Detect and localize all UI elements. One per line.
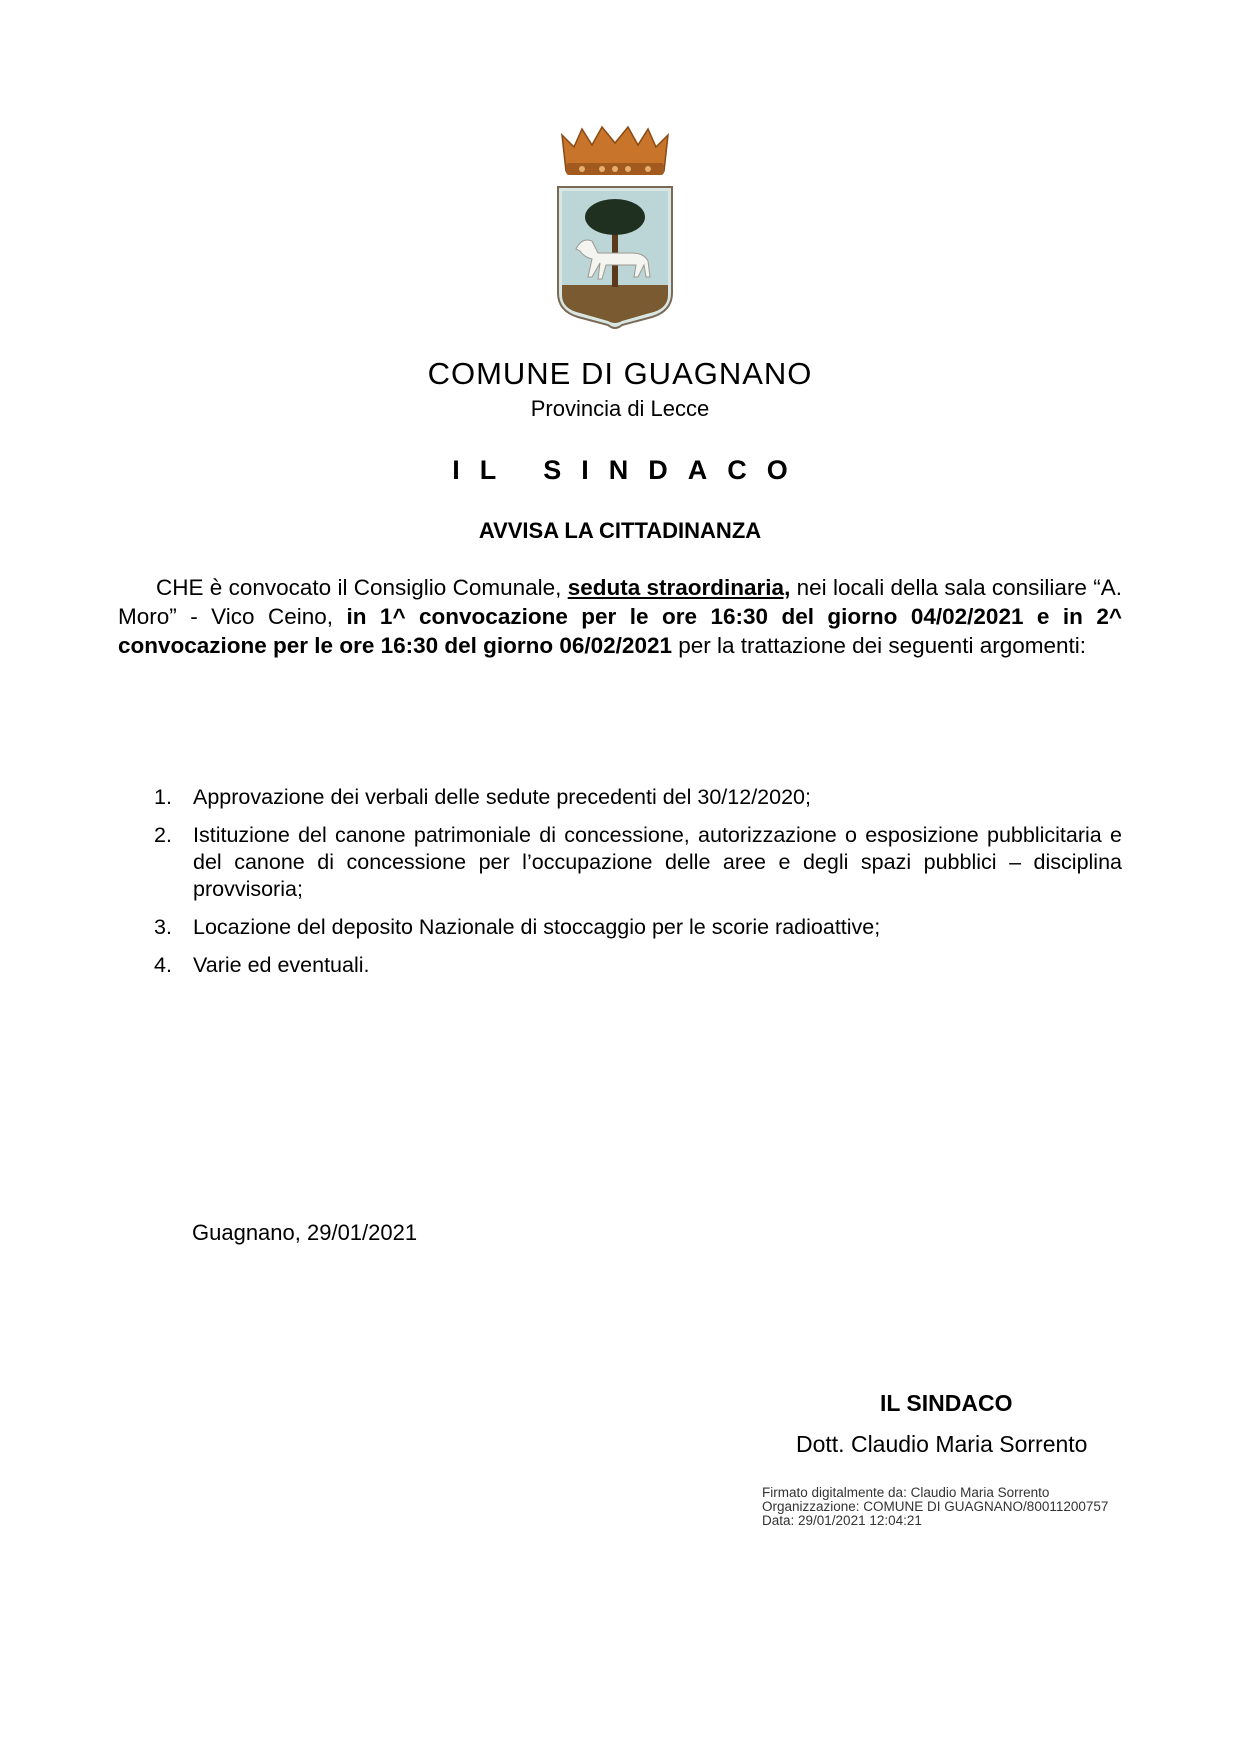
intro-session-type: seduta straordinaria, bbox=[567, 575, 791, 600]
intro-paragraph bbox=[118, 573, 1122, 660]
signatory-name: Dott. Claudio Maria Sorrento bbox=[796, 1431, 1088, 1457]
intro-convocation-dates: in 1^ convocazione per le ore 16:30 del giorno 04/02/2021 e in 2^ convocazione per le ore 16:30 del giorno 06/02/2021 bbox=[118, 604, 1122, 658]
digital-signature-date: Data: 29/01/2021 12:04:21 bbox=[762, 1513, 922, 1528]
agenda-item bbox=[140, 914, 1122, 941]
digital-signature-stamp bbox=[762, 1486, 1108, 1528]
agenda-item-text: Varie ed eventuali. bbox=[193, 953, 370, 977]
coat-of-arms-icon bbox=[552, 125, 678, 335]
digital-signature-signer: Firmato digitalmente da: Claudio Maria Sorrento bbox=[762, 1485, 1050, 1500]
agenda-item-number: 2. bbox=[154, 823, 172, 847]
agenda-item-text: Approvazione dei verbali delle sedute precedenti del 30/12/2020; bbox=[193, 785, 811, 809]
province-name: Provincia di Lecce bbox=[530, 396, 710, 421]
agenda-list bbox=[140, 784, 1122, 990]
agenda-item-text: Istituzione del canone patrimoniale di concessione, autorizzazione o esposizione pubblicitaria e del canone di concessione per l’occupazione delle aree e degli spazi pubblici – disciplina provvisoria; bbox=[193, 823, 1122, 901]
municipality-name: COMUNE DI GUAGNANO bbox=[427, 356, 813, 391]
agenda-item bbox=[140, 952, 1122, 979]
intro-text-3: per la trattazione dei seguenti argomenti: bbox=[672, 633, 1086, 658]
place-and-date: Guagnano, 29/01/2021 bbox=[192, 1220, 418, 1245]
agenda-item-text: Locazione del deposito Nazionale di stoccaggio per le scorie radioattive; bbox=[193, 915, 881, 939]
digital-signature-organization: Organizzazione: COMUNE DI GUAGNANO/80011200757 bbox=[762, 1499, 1109, 1514]
agenda-item-number: 3. bbox=[154, 915, 172, 939]
document-title: IL SINDACO bbox=[452, 455, 808, 485]
agenda-item bbox=[140, 784, 1122, 811]
intro-text-2: nei locali della sala consiliare “A. Moro” - Vico Ceino, bbox=[118, 575, 1122, 629]
intro-text-1: CHE è convocato il Consiglio Comunale, bbox=[156, 575, 568, 600]
document-subtitle: AVVISA LA CITTADINANZA bbox=[478, 518, 762, 543]
agenda-item bbox=[140, 822, 1122, 903]
agenda-item-number: 4. bbox=[154, 953, 172, 977]
signatory-role: IL SINDACO bbox=[880, 1390, 1013, 1416]
agenda-item-number: 1. bbox=[154, 785, 172, 809]
